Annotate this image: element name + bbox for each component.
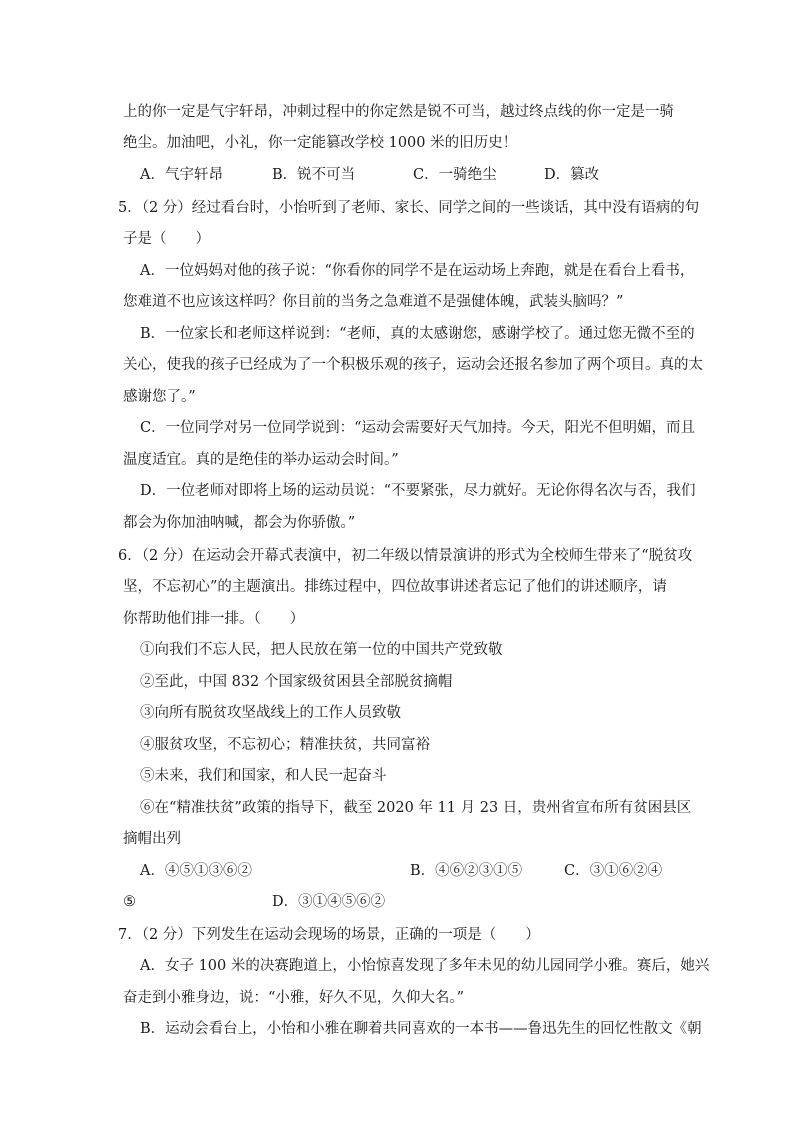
q5-option-a-line-2: 您难道不也应该这样吗？你目前的当务之急难道不是强健体魄，武装头脑吗？” [123, 294, 624, 310]
q4-option-b: B．锐不可当 [272, 167, 356, 183]
q6-item-6-line-1: ⑥在“精准扶贫”政策的指导下，截至 2020 年 11 月 23 日，贵州省宣布所有贫困县区 [140, 800, 692, 816]
q5-option-d-line-2: 都会为你加油呐喊，都会为你骄傲。” [123, 515, 356, 531]
q5-stem-line-1: 5．（2 分）经过看台时，小怡听到了老师、家长、同学之间的一些谈话，其中没有语病的句 [118, 200, 700, 216]
q6-item-6-line-2: 摘帽出列 [123, 831, 181, 847]
q6-item-5: ⑤未来，我们和国家，和人民一起奋斗 [140, 768, 387, 784]
q6-stem-line-1: 6．（2 分）在运动会开幕式表演中，初二年级以情景演讲的形式为全校师生带来了“脱贫攻 [118, 548, 693, 564]
q6-option-b: B．④⑥②③①⑤ [410, 863, 523, 879]
q5-option-c-line-2: 温度适宜。真的是绝佳的举办运动会时间。” [123, 452, 399, 468]
q6-option-a: A．④⑤①③⑥② [140, 863, 252, 879]
q5-option-a-line-1: A．一位妈妈对他的孩子说：“你看你的同学不是在运动场上奔跑，就是在看台上看书， [140, 263, 695, 279]
q5-option-b-line-1: B．一位家长和老师这样说到：“老师，真的太感谢您，感谢学校了。通过您无微不至的 [140, 326, 695, 342]
q6-option-c: C．③①⑥②④ [564, 863, 663, 879]
q7-option-a-line-2: 奋走到小雅身边，说：“小雅，好久不见，久仰大名。” [123, 990, 465, 1006]
q7-option-b-line-1: B．运动会看台上，小怡和小雅在聊着共同喜欢的一本书——鲁迅先生的回忆性散文《朝 [140, 1021, 702, 1037]
q4-text-line-2: 绝尘。加油吧，小礼，你一定能篡改学校 1000 米的旧历史！ [123, 135, 518, 151]
q6-option-c-wrap: ⑤ [123, 894, 136, 910]
q4-option-c: C．一骑绝尘 [413, 167, 497, 183]
q5-option-c-line-1: C．一位同学对另一位同学说到：“运动会需要好天气加持。今天，阳光不但明媚，而且 [140, 420, 696, 436]
q6-item-3: ③向所有脱贫攻坚战线上的工作人员致敬 [140, 705, 401, 721]
q5-option-b-line-2: 关心，使我的孩子已经成为了一个积极乐观的孩子，运动会还报名参加了两个项目。真的太 [123, 357, 703, 373]
q6-item-4: ④服贫攻坚，不忘初心；精准扶贫，共同富裕 [140, 737, 430, 753]
q6-item-1: ①向我们不忘人民，把人民放在第一位的中国共产党致敬 [140, 642, 503, 658]
q7-option-a-line-1: A．女子 100 米的决赛跑道上，小怡惊喜发现了多年未见的幼儿园同学小雅。赛后，她兴 [140, 958, 710, 974]
q7-stem: 7．（2 分）下列发生在运动会现场的场景，正确的一项是（ ） [118, 927, 540, 943]
q6-stem-line-3: 你帮助他们排一排。（ ） [123, 611, 305, 627]
q4-text-line-1: 上的你一定是气宇轩昂，冲刺过程中的你定然是锐不可当，越过终点线的你一定是一骑 [123, 104, 674, 120]
q4-option-d: D．篡改 [544, 167, 600, 183]
q6-option-d: D．③①④⑤⑥② [272, 894, 386, 910]
q4-option-a: A．气宇轩昂 [140, 167, 223, 183]
q6-item-2: ②至此，中国 832 个国家级贫困县全部脱贫摘帽 [140, 674, 453, 690]
q5-stem-line-2: 子是（ ） [123, 231, 210, 247]
q5-option-b-line-3: 感谢您了。” [123, 389, 196, 405]
q6-stem-line-2: 坚，不忘初心”的主题演出。排练过程中，四位故事讲述者忘记了他们的讲述顺序，请 [123, 579, 667, 595]
q5-option-d-line-1: D．一位老师对即将上场的运动员说：“不要紧张，尽力就好。无论你得名次与否，我们 [140, 483, 696, 499]
